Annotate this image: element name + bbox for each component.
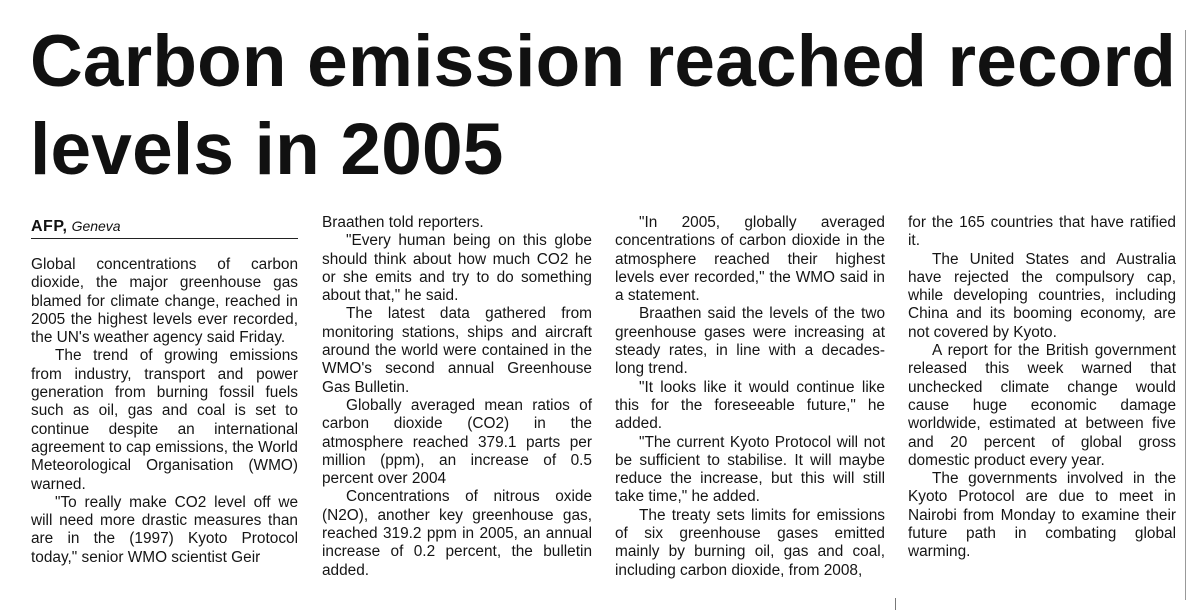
paragraph: Concentrations of nitrous oxide (N2O), another key greenhouse gas, reached 319.2 ppm in 2005, an annual increase of 0.2 percent, the bulletin added. [322,488,592,579]
paragraph: "To really make CO2 level off we will need more drastic measures than are in the (1997) Kyoto Protocol today," senior WMO scientist Geir [31,493,298,566]
headline-line-2: levels in 2005 [30,109,504,190]
article-column-3 [615,214,885,580]
paragraph: Braathen said the levels of the two greenhouse gases were increasing at steady rates, in line with a decades-long trend. [615,305,885,378]
paragraph: The governments involved in the Kyoto Protocol are due to meet in Nairobi from Monday to examine their future path in combating global warming. [908,470,1176,561]
paragraph: The United States and Australia have rejected the compulsory cap, while developing countries, including China and its booming economy, are not covered by Kyoto. [908,250,1176,341]
paragraph: "It looks like it would continue like this for the foreseeable future," he added. [615,378,885,433]
paragraph: "Every human being on this globe should think about how much CO2 he or she emits and try to do something about that," he said. [322,232,592,305]
byline-place: Geneva [71,218,121,234]
article-column-2 [322,214,592,580]
paragraph: "In 2005, globally averaged concentrations of carbon dioxide in the atmosphere reached their highest levels ever recorded," the WMO said in a statement. [615,214,885,305]
byline [31,216,298,239]
column-rule [895,598,896,610]
paragraph: "The current Kyoto Protocol will not be sufficient to stabilise. It will maybe reduce the increase, but this will still take time," he added. [615,433,885,506]
paragraph: The treaty sets limits for emissions of six greenhouse gases emitted mainly by burning oil, gas and coal, including carbon dioxide, from 2008, [615,506,885,579]
paragraph: The latest data gathered from monitoring stations, ships and aircraft around the world were contained in the WMO's second annual Greenhouse Gas Bulletin. [322,305,592,396]
column-rule [1185,30,1186,600]
headline-line-1: Carbon emission reached record [30,21,1176,102]
byline-agency: AFP, [31,218,68,235]
paragraph: Braathen told reporters. [322,214,484,231]
paragraph: Global concentrations of carbon dioxide, the major greenhouse gas blamed for climate change, reached in 2005 the highest levels ever recorded, the UN's weather agency said Friday. [31,256,298,347]
headline [30,18,1190,194]
paragraph: A report for the British government released this week warned that unchecked climate change would cause huge economic damage worldwide, estimated at between five and 20 percent of global gross domestic product every year. [908,342,1176,469]
article-column-1 [31,256,298,567]
paragraph: for the 165 countries that have ratified it. [908,214,1176,250]
paragraph: The trend of growing emissions from industry, transport and power generation from burning fossil fuels such as oil, gas and coal is set to continue despite an international agreement to cap emissions, the World Meteorological Organisation (WMO) warned. [31,347,298,493]
article-column-4 [908,214,1176,562]
paragraph: Globally averaged mean ratios of carbon dioxide (CO2) in the atmosphere reached 379.1 parts per million (ppm), an increase of 0.5 percent over 2004 [322,396,592,488]
